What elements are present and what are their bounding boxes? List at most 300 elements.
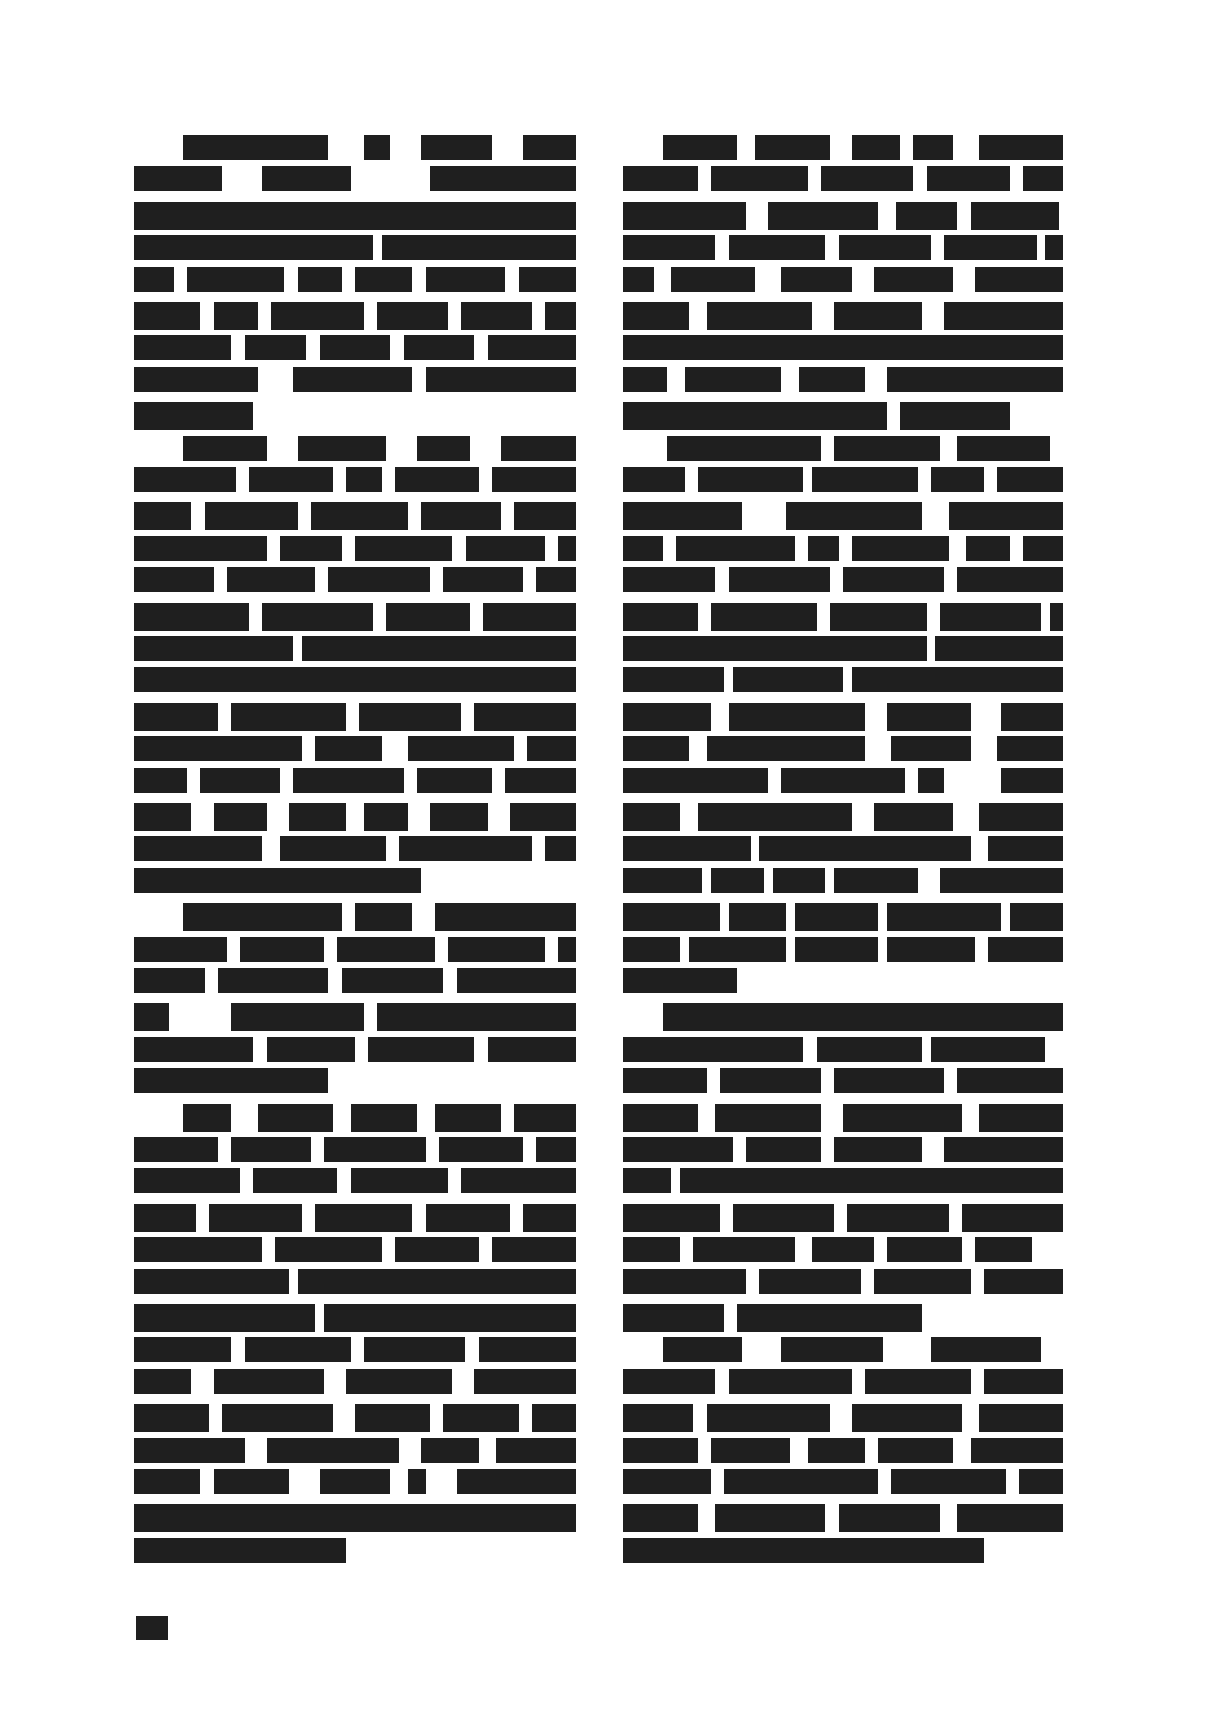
redacted-text-segment	[342, 968, 444, 993]
redacted-text-line	[623, 603, 1063, 628]
redacted-text-segment	[519, 267, 576, 292]
redacted-text-line	[134, 1504, 576, 1529]
redacted-text-segment	[183, 903, 342, 931]
redacted-text-segment	[134, 1538, 346, 1563]
redacted-text-segment	[834, 302, 922, 330]
redacted-text-segment	[759, 1269, 860, 1294]
redacted-text-segment	[663, 1337, 742, 1362]
redacted-text-segment	[786, 502, 922, 530]
redacted-text-line	[623, 1104, 1063, 1129]
redacted-text-segment	[262, 166, 350, 191]
redacted-text-segment	[134, 636, 293, 661]
redacted-text-segment	[830, 603, 927, 631]
redacted-text-segment	[689, 937, 786, 962]
redacted-text-segment	[382, 235, 576, 260]
redacted-text-segment	[200, 768, 280, 793]
redacted-text-segment	[852, 1404, 962, 1432]
redacted-text-segment	[715, 1504, 825, 1532]
redacted-text-line	[623, 937, 1063, 962]
redacted-text-line	[134, 335, 576, 360]
redacted-text-segment	[623, 567, 715, 592]
redacted-text-segment	[781, 768, 904, 793]
redacted-text-segment	[293, 768, 404, 793]
redacted-text-segment	[887, 937, 975, 962]
redacted-text-segment	[1023, 536, 1063, 561]
redacted-text-segment	[698, 467, 804, 492]
redacted-text-segment	[395, 1237, 479, 1262]
redacted-text-segment	[448, 937, 545, 962]
redacted-text-segment	[966, 536, 1010, 561]
redacted-text-segment	[715, 1104, 821, 1132]
redacted-text-segment	[623, 703, 711, 731]
redacted-text-segment	[812, 1237, 874, 1262]
redacted-text-segment	[417, 768, 492, 793]
redacted-text-segment	[887, 903, 1001, 931]
redacted-text-segment	[249, 467, 333, 492]
redacted-text-segment	[364, 1337, 466, 1362]
redacted-text-line	[134, 903, 576, 928]
redacted-text-segment	[1001, 703, 1063, 731]
redacted-text-segment	[328, 567, 430, 592]
redacted-text-segment	[231, 1137, 311, 1162]
redacted-text-segment	[623, 736, 689, 761]
redacted-text-segment	[209, 1204, 302, 1232]
redacted-text-segment	[733, 667, 843, 692]
redacted-text-segment	[623, 1438, 698, 1463]
redacted-text-line	[623, 736, 1063, 761]
redacted-text-segment	[324, 1137, 426, 1162]
redacted-text-segment	[501, 436, 576, 461]
redacted-text-segment	[134, 1404, 209, 1432]
redacted-text-segment	[134, 937, 227, 962]
right-text-column	[623, 135, 1063, 1572]
redacted-text-line	[134, 536, 576, 561]
redacted-text-segment	[759, 836, 970, 861]
redacted-text-segment	[134, 1003, 169, 1031]
redacted-text-segment	[834, 1068, 944, 1093]
redacted-text-line	[134, 870, 576, 895]
redacted-text-segment	[298, 1269, 576, 1294]
redacted-text-segment	[346, 467, 381, 492]
redacted-text-segment	[134, 1504, 576, 1532]
redacted-text-line	[623, 870, 1063, 895]
redacted-text-line	[134, 135, 576, 160]
redacted-text-segment	[227, 567, 315, 592]
redacted-text-segment	[466, 536, 546, 561]
redacted-text-segment	[988, 937, 1063, 962]
redacted-text-segment	[134, 603, 249, 631]
redacted-text-line	[623, 168, 1063, 193]
redacted-text-segment	[311, 502, 408, 530]
redacted-text-segment	[773, 868, 826, 893]
redacted-text-segment	[289, 803, 346, 831]
redacted-text-segment	[913, 135, 953, 160]
redacted-text-segment	[944, 235, 1036, 260]
redacted-text-line	[134, 803, 576, 828]
redacted-text-segment	[623, 467, 685, 492]
redacted-text-line	[623, 1337, 1063, 1362]
redacted-text-line	[623, 469, 1063, 494]
redacted-text-segment	[514, 502, 576, 530]
redacted-text-segment	[623, 868, 702, 893]
redacted-text-segment	[927, 166, 1011, 191]
redacted-text-line	[134, 1271, 576, 1296]
redacted-text-segment	[887, 367, 1063, 392]
redacted-text-line	[134, 469, 576, 494]
redacted-text-segment	[1001, 768, 1063, 793]
redacted-text-segment	[685, 367, 782, 392]
redacted-text-line	[623, 1304, 1063, 1329]
redacted-text-segment	[315, 1204, 412, 1232]
redacted-text-segment	[676, 536, 795, 561]
redacted-text-line	[623, 202, 1063, 227]
redacted-text-line	[623, 502, 1063, 527]
redacted-text-line	[623, 1404, 1063, 1429]
redacted-text-segment	[514, 1104, 576, 1132]
redacted-text-segment	[315, 736, 381, 761]
redacted-text-line	[623, 1371, 1063, 1396]
redacted-text-segment	[134, 968, 205, 993]
redacted-text-segment	[134, 1304, 315, 1332]
redacted-text-line	[623, 1137, 1063, 1162]
redacted-text-segment	[623, 1168, 671, 1193]
redacted-text-segment	[957, 1504, 1063, 1532]
redacted-text-segment	[623, 603, 698, 631]
redacted-text-segment	[962, 1204, 1063, 1232]
redacted-text-line	[134, 669, 576, 694]
redacted-text-segment	[847, 1204, 948, 1232]
redacted-text-line	[134, 269, 576, 294]
redacted-text-line	[134, 770, 576, 795]
redacted-text-segment	[134, 1369, 191, 1394]
redacted-text-segment	[623, 836, 751, 861]
redacted-text-segment	[408, 1469, 426, 1494]
redacted-text-segment	[781, 1337, 882, 1362]
redacted-text-line	[623, 436, 1063, 461]
redacted-text-line	[623, 1070, 1063, 1095]
redacted-text-line	[134, 1538, 576, 1563]
redacted-text-segment	[623, 335, 1063, 360]
redacted-text-line	[623, 1271, 1063, 1296]
redacted-text-line	[134, 168, 576, 193]
redacted-text-segment	[623, 636, 927, 661]
redacted-text-segment	[461, 302, 532, 330]
redacted-text-segment	[134, 567, 214, 592]
redacted-text-segment	[887, 703, 971, 731]
redacted-text-segment	[134, 502, 191, 530]
redacted-text-segment	[298, 267, 342, 292]
redacted-text-segment	[523, 135, 576, 160]
redacted-text-segment	[834, 1137, 922, 1162]
redacted-text-segment	[408, 736, 514, 761]
redacted-text-segment	[971, 202, 1059, 230]
redacted-text-segment	[395, 467, 479, 492]
redacted-text-segment	[623, 667, 724, 692]
redacted-text-segment	[808, 536, 839, 561]
redacted-text-segment	[134, 536, 267, 561]
redacted-text-segment	[839, 235, 931, 260]
redacted-text-segment	[280, 836, 386, 861]
redacted-text-segment	[240, 937, 324, 962]
redacted-text-segment	[474, 1369, 576, 1394]
redacted-text-line	[134, 1037, 576, 1062]
redacted-text-segment	[545, 836, 576, 861]
redacted-text-segment	[979, 1404, 1063, 1432]
redacted-text-segment	[707, 1404, 830, 1432]
redacted-text-segment	[711, 868, 764, 893]
redacted-text-line	[623, 1504, 1063, 1529]
redacted-text-line	[134, 502, 576, 527]
redacted-text-segment	[346, 1369, 452, 1394]
redacted-text-segment	[417, 436, 470, 461]
redacted-text-segment	[887, 1237, 962, 1262]
redacted-text-segment	[931, 467, 984, 492]
redacted-text-segment	[746, 1137, 821, 1162]
redacted-text-segment	[940, 868, 1063, 893]
redacted-text-line	[134, 1003, 576, 1028]
redacted-text-segment	[623, 536, 663, 561]
redacted-text-segment	[935, 636, 1063, 661]
redacted-text-line	[623, 1204, 1063, 1229]
redacted-text-segment	[944, 302, 1063, 330]
redacted-text-segment	[377, 1003, 576, 1031]
redacted-text-line	[623, 703, 1063, 728]
redacted-text-line	[134, 402, 576, 427]
redacted-text-line	[623, 803, 1063, 828]
redacted-text-segment	[671, 267, 755, 292]
redacted-text-segment	[355, 903, 412, 931]
redacted-text-segment	[218, 968, 329, 993]
redacted-text-line	[134, 836, 576, 861]
redacted-text-segment	[134, 202, 576, 230]
redacted-text-segment	[693, 1237, 794, 1262]
redacted-text-segment	[988, 836, 1063, 861]
redacted-text-segment	[496, 1438, 576, 1463]
redacted-text-segment	[808, 1438, 865, 1463]
redacted-text-segment	[737, 1304, 922, 1332]
redacted-text-segment	[134, 1269, 289, 1294]
redacted-text-segment	[443, 1404, 518, 1432]
redacted-text-segment	[262, 603, 373, 631]
redacted-text-segment	[545, 302, 576, 330]
redacted-text-segment	[435, 903, 576, 931]
redacted-text-segment	[134, 703, 218, 731]
redacted-text-segment	[1045, 235, 1063, 260]
redacted-text-segment	[488, 1037, 576, 1062]
redacted-text-segment	[623, 1369, 715, 1394]
redacted-text-segment	[183, 436, 267, 461]
redacted-text-segment	[479, 1337, 576, 1362]
redacted-text-segment	[523, 1204, 576, 1232]
redacted-text-line	[623, 770, 1063, 795]
redacted-text-segment	[134, 1137, 218, 1162]
redacted-text-segment	[940, 603, 1041, 631]
redacted-text-segment	[711, 603, 817, 631]
redacted-text-line	[134, 1104, 576, 1129]
redacted-text-segment	[1019, 1469, 1063, 1494]
redacted-text-segment	[404, 335, 475, 360]
redacted-text-segment	[817, 1037, 923, 1062]
redacted-text-segment	[729, 567, 830, 592]
redacted-text-segment	[795, 937, 879, 962]
redacted-text-segment	[364, 135, 391, 160]
redacted-text-segment	[134, 1438, 245, 1463]
redacted-text-line	[623, 836, 1063, 861]
redacted-text-line	[623, 269, 1063, 294]
redacted-text-segment	[492, 467, 576, 492]
redacted-text-segment	[320, 335, 391, 360]
redacted-text-segment	[134, 1068, 328, 1093]
redacted-text-segment	[975, 267, 1063, 292]
redacted-text-segment	[426, 267, 506, 292]
redacted-text-segment	[698, 803, 852, 831]
redacted-text-segment	[134, 1037, 253, 1062]
redacted-text-line	[623, 1037, 1063, 1062]
redacted-text-segment	[667, 436, 821, 461]
redacted-text-segment	[271, 302, 364, 330]
redacted-text-line	[134, 569, 576, 594]
redacted-text-line	[134, 970, 576, 995]
redacted-text-line	[623, 402, 1063, 427]
redacted-text-segment	[975, 1237, 1032, 1262]
redacted-text-segment	[623, 968, 737, 993]
redacted-text-segment	[663, 135, 738, 160]
redacted-text-segment	[984, 1369, 1063, 1394]
redacted-text-segment	[957, 567, 1063, 592]
redacted-text-line	[134, 369, 576, 394]
redacted-text-segment	[426, 367, 576, 392]
redacted-text-segment	[997, 467, 1063, 492]
redacted-text-line	[134, 1170, 576, 1195]
left-text-column	[134, 135, 576, 1572]
redacted-text-segment	[878, 1438, 953, 1463]
redacted-text-segment	[421, 502, 501, 530]
redacted-text-segment	[359, 703, 461, 731]
redacted-text-segment	[134, 1204, 196, 1232]
redacted-text-segment	[623, 166, 698, 191]
redacted-text-segment	[134, 367, 258, 392]
redacted-text-segment	[733, 1204, 834, 1232]
redacted-text-segment	[623, 1204, 720, 1232]
redacted-text-segment	[275, 1237, 381, 1262]
redacted-text-segment	[134, 736, 302, 761]
redacted-text-segment	[843, 567, 944, 592]
redacted-text-segment	[781, 267, 851, 292]
redacted-text-segment	[134, 335, 231, 360]
redacted-text-segment	[214, 302, 258, 330]
redacted-text-segment	[623, 1068, 707, 1093]
redacted-text-segment	[134, 1168, 240, 1193]
redacted-text-line	[623, 536, 1063, 561]
redacted-text-segment	[729, 703, 865, 731]
redacted-text-line	[623, 970, 1063, 995]
redacted-text-segment	[134, 235, 373, 260]
redacted-text-segment	[457, 1469, 576, 1494]
redacted-text-segment	[351, 1168, 448, 1193]
redacted-text-segment	[957, 1068, 1063, 1093]
redacted-text-segment	[852, 536, 949, 561]
redacted-text-segment	[527, 736, 576, 761]
redacted-text-line	[623, 235, 1063, 260]
redacted-text-segment	[795, 903, 879, 931]
redacted-text-segment	[623, 367, 667, 392]
redacted-text-segment	[134, 1469, 200, 1494]
redacted-text-segment	[430, 166, 576, 191]
redacted-text-segment	[532, 1404, 576, 1432]
redacted-text-segment	[711, 166, 808, 191]
redacted-text-segment	[474, 703, 576, 731]
redacted-text-segment	[680, 1168, 1063, 1193]
redacted-text-line	[134, 736, 576, 761]
redacted-text-segment	[253, 1168, 337, 1193]
redacted-text-segment	[874, 803, 953, 831]
redacted-text-line	[134, 1337, 576, 1362]
redacted-text-segment	[623, 768, 768, 793]
redacted-text-line	[623, 369, 1063, 394]
redacted-text-line	[134, 1404, 576, 1429]
redacted-text-segment	[399, 836, 532, 861]
redacted-text-segment	[430, 803, 487, 831]
redacted-text-line	[623, 669, 1063, 694]
redacted-text-line	[623, 903, 1063, 928]
redacted-text-segment	[1023, 166, 1063, 191]
redacted-text-segment	[488, 335, 576, 360]
redacted-text-segment	[443, 567, 523, 592]
redacted-text-segment	[979, 1104, 1063, 1132]
redacted-text-segment	[865, 1369, 971, 1394]
redacted-text-segment	[768, 202, 878, 230]
redacted-text-segment	[623, 267, 654, 292]
redacted-text-segment	[302, 636, 576, 661]
redacted-text-segment	[623, 1304, 724, 1332]
redacted-text-segment	[435, 1104, 501, 1132]
redacted-text-segment	[258, 1104, 333, 1132]
redacted-text-segment	[483, 603, 576, 631]
redacted-text-line	[134, 937, 576, 962]
redacted-text-segment	[874, 267, 953, 292]
redacted-text-segment	[355, 536, 452, 561]
page-number-block	[136, 1616, 168, 1640]
redacted-text-segment	[222, 1404, 333, 1432]
redacted-text-segment	[293, 367, 412, 392]
redacted-text-segment	[997, 736, 1063, 761]
redacted-text-line	[134, 703, 576, 728]
redacted-text-line	[623, 135, 1063, 160]
redacted-text-segment	[720, 1068, 821, 1093]
redacted-text-segment	[134, 667, 576, 692]
redacted-text-segment	[949, 502, 1063, 530]
redacted-text-line	[623, 569, 1063, 594]
redacted-text-segment	[492, 1237, 576, 1262]
redacted-text-segment	[821, 166, 913, 191]
redacted-text-segment	[918, 768, 944, 793]
redacted-text-segment	[267, 1438, 400, 1463]
redacted-text-segment	[852, 135, 900, 160]
redacted-text-segment	[134, 467, 236, 492]
redacted-text-segment	[421, 135, 492, 160]
redacted-text-segment	[979, 135, 1063, 160]
redacted-text-segment	[337, 937, 434, 962]
redacted-text-segment	[707, 302, 813, 330]
redacted-text-segment	[623, 202, 746, 230]
redacted-text-segment	[623, 1538, 984, 1563]
redacted-text-segment	[134, 803, 191, 831]
redacted-text-segment	[558, 536, 576, 561]
redacted-text-segment	[834, 868, 918, 893]
redacted-text-line	[134, 1471, 576, 1496]
redacted-text-segment	[623, 903, 720, 931]
redacted-text-segment	[457, 968, 576, 993]
